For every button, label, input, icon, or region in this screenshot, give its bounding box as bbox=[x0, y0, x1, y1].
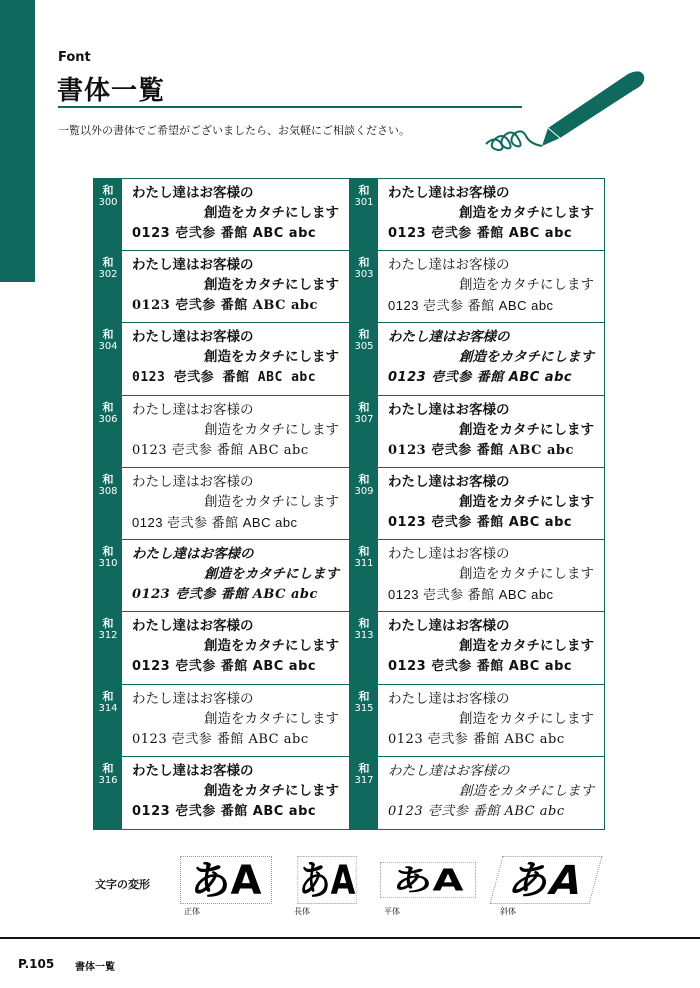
font-entry bbox=[349, 757, 604, 829]
variant-sample bbox=[290, 856, 364, 918]
font-entry bbox=[349, 396, 604, 468]
font-tag-type: 和 bbox=[102, 617, 114, 631]
sample-line-3: 0123 壱弐参 番館 ABC abc bbox=[388, 442, 574, 458]
font-number: 304 bbox=[98, 341, 118, 353]
font-tag-type: 和 bbox=[102, 256, 114, 270]
font-number: 308 bbox=[98, 485, 118, 497]
sample-line-3: 0123 壱弐参 番館 ABC abc bbox=[132, 370, 317, 386]
sample-line-2: 創造をカタチにします bbox=[459, 566, 594, 582]
fountain-pen-icon bbox=[478, 66, 648, 158]
font-tag-type: 和 bbox=[102, 545, 114, 559]
font-tag-type: 和 bbox=[102, 184, 114, 197]
variant-glyphs: あA bbox=[490, 856, 603, 904]
sample-line-3: 0123 壱弐参 番館 ABC abc bbox=[132, 803, 317, 819]
font-number: 309 bbox=[354, 485, 374, 497]
font-tag bbox=[94, 396, 122, 467]
font-tag bbox=[350, 468, 378, 539]
font-tag-type: 和 bbox=[358, 761, 370, 775]
sample-line-1: わたし達はお客様の bbox=[388, 329, 510, 346]
font-number: 311 bbox=[354, 558, 374, 570]
sample-line-2: 創造をカタチにします bbox=[204, 710, 339, 727]
font-tag bbox=[350, 396, 378, 467]
sample-line-2: 創造をカタチにします bbox=[204, 493, 339, 509]
page-subtitle: 一覧以外の書体でご希望がございましたら、お気軽にご相談ください。 bbox=[58, 124, 410, 137]
sample-line-2: 創造をカタチにします bbox=[204, 421, 339, 438]
sample-line-1: わたし達はお客様の bbox=[388, 546, 510, 562]
font-sample bbox=[122, 179, 349, 250]
font-tag bbox=[350, 323, 378, 394]
font-tag-type: 和 bbox=[102, 689, 114, 703]
font-tag bbox=[94, 323, 122, 394]
font-sample bbox=[122, 685, 349, 756]
font-sample bbox=[378, 540, 604, 611]
font-number: 313 bbox=[354, 630, 374, 642]
sample-line-3: 0123 壱弐参 番館 ABC abc bbox=[132, 442, 309, 458]
sample-line-1: わたし達はお客様の bbox=[132, 690, 254, 707]
sample-line-1: わたし達はお客様の bbox=[132, 473, 254, 489]
font-entry bbox=[94, 757, 349, 829]
font-sample bbox=[122, 468, 349, 539]
font-number: 305 bbox=[354, 341, 374, 353]
font-number: 310 bbox=[98, 558, 118, 570]
variant-caption: 長体 bbox=[294, 907, 310, 916]
font-tag bbox=[350, 251, 378, 322]
font-tag-type: 和 bbox=[358, 472, 370, 486]
font-number: 300 bbox=[98, 197, 118, 208]
font-number: 307 bbox=[354, 413, 374, 425]
sample-line-3: 0123 壱弐参 番館 ABC abc bbox=[132, 731, 309, 747]
sample-line-1: わたし達はお客様の bbox=[132, 329, 254, 346]
font-sample bbox=[378, 468, 604, 539]
font-entry bbox=[94, 612, 349, 684]
font-sample bbox=[122, 251, 349, 322]
font-sample bbox=[122, 757, 349, 829]
sample-line-3: 0123 壱弐参 番館 ABC abc bbox=[388, 803, 565, 819]
font-tag-type: 和 bbox=[358, 545, 370, 559]
side-accent-bar bbox=[0, 0, 35, 282]
font-entry bbox=[349, 685, 604, 757]
sample-line-3: 0123 壱弐参 番館 ABC abc bbox=[388, 370, 573, 386]
variant-glyphs: あA bbox=[180, 856, 272, 904]
sample-line-3: 0123 壱弐参 番館 ABC abc bbox=[132, 298, 318, 314]
sample-line-2: 創造をカタチにします bbox=[459, 421, 594, 438]
sample-line-2: 創造をカタチにします bbox=[204, 349, 339, 366]
sample-line-2: 創造をカタチにします bbox=[459, 638, 594, 655]
font-list bbox=[93, 178, 605, 830]
font-sample bbox=[378, 251, 604, 322]
sample-line-3: 0123 壱弐参 番館 ABC abc bbox=[132, 659, 317, 675]
sample-line-3: 0123 壱弐参 番館 ABC abc bbox=[388, 514, 573, 530]
font-tag bbox=[350, 540, 378, 611]
font-entry bbox=[349, 540, 604, 612]
font-tag-type: 和 bbox=[102, 761, 114, 775]
variants-label: 文字の変形 bbox=[95, 878, 150, 891]
font-sample bbox=[122, 323, 349, 394]
font-tag bbox=[94, 179, 122, 250]
font-tag-type: 和 bbox=[358, 256, 370, 270]
sample-line-2: 創造をカタチにします bbox=[459, 277, 594, 293]
font-number: 306 bbox=[98, 413, 118, 425]
font-sample bbox=[122, 396, 349, 467]
font-tag bbox=[350, 179, 378, 250]
sample-line-2: 創造をカタチにします bbox=[204, 782, 339, 799]
font-number: 314 bbox=[98, 702, 118, 714]
variant-glyphs: あA bbox=[380, 862, 476, 898]
sample-line-2: 創造をカタチにします bbox=[459, 205, 594, 221]
font-entry bbox=[94, 323, 349, 395]
footer-title: 書体一覧 bbox=[75, 962, 115, 973]
sample-line-3: 0123 壱弐参 番館 ABC abc bbox=[388, 298, 554, 314]
font-tag-type: 和 bbox=[358, 617, 370, 631]
font-sample bbox=[378, 396, 604, 467]
font-sample bbox=[378, 612, 604, 683]
font-entry bbox=[349, 179, 604, 251]
font-tag-type: 和 bbox=[358, 689, 370, 703]
footer-divider bbox=[0, 937, 700, 939]
variant-caption: 平体 bbox=[384, 907, 400, 916]
sample-line-1: わたし達はお客様の bbox=[132, 618, 254, 635]
variant-caption: 正体 bbox=[184, 907, 200, 916]
font-tag bbox=[94, 540, 122, 611]
sample-line-2: 創造をカタチにします bbox=[204, 277, 339, 294]
sample-line-1: わたし達はお客様の bbox=[388, 401, 510, 418]
sample-line-3: 0123 壱弐参 番館 ABC abc bbox=[132, 514, 298, 530]
variant-sample bbox=[380, 856, 476, 918]
font-number: 303 bbox=[354, 269, 374, 281]
font-number: 301 bbox=[354, 197, 374, 208]
variant-glyphs: あA bbox=[298, 858, 356, 904]
sample-line-3: 0123 壱弐参 番館 ABC abc bbox=[388, 587, 554, 603]
font-tag bbox=[94, 468, 122, 539]
font-number: 315 bbox=[354, 702, 374, 714]
font-entry bbox=[94, 685, 349, 757]
sample-line-1: わたし達はお客様の bbox=[388, 257, 510, 273]
title-divider bbox=[58, 106, 522, 108]
font-sample bbox=[122, 540, 349, 611]
font-sample bbox=[378, 757, 604, 829]
sample-line-1: わたし達はお客様の bbox=[388, 473, 510, 490]
sample-line-2: 創造をカタチにします bbox=[459, 782, 594, 799]
sample-line-2: 創造をカタチにします bbox=[459, 710, 594, 727]
font-entry bbox=[94, 251, 349, 323]
sample-line-1: わたし達はお客様の bbox=[132, 185, 254, 201]
sample-line-2: 創造をカタチにします bbox=[459, 493, 594, 510]
font-entry bbox=[349, 468, 604, 540]
page-title: 書体一覧 bbox=[57, 76, 166, 106]
font-sample bbox=[378, 179, 604, 250]
font-tag bbox=[350, 685, 378, 756]
font-tag-type: 和 bbox=[102, 472, 114, 486]
sample-line-3: 0123 壱弐参 番館 ABC abc bbox=[132, 226, 317, 241]
sample-line-2: 創造をカタチにします bbox=[459, 349, 594, 366]
sample-line-1: わたし達はお客様の bbox=[132, 257, 254, 274]
font-tag-type: 和 bbox=[102, 328, 114, 342]
font-entry bbox=[349, 612, 604, 684]
font-tag bbox=[94, 612, 122, 683]
sample-line-3: 0123 壱弐参 番館 ABC abc bbox=[388, 731, 565, 747]
font-tag-type: 和 bbox=[102, 400, 114, 414]
variant-sample bbox=[180, 856, 272, 918]
font-tag-type: 和 bbox=[358, 184, 370, 197]
font-tag bbox=[94, 251, 122, 322]
font-entry bbox=[94, 468, 349, 540]
page-number: P.105 bbox=[18, 957, 55, 971]
font-entry bbox=[94, 540, 349, 612]
variant-caption: 斜体 bbox=[500, 907, 516, 916]
font-tag bbox=[94, 757, 122, 829]
font-entry bbox=[94, 179, 349, 251]
sample-line-3: 0123 壱弐参 番館 ABC abc bbox=[132, 587, 318, 603]
font-entry bbox=[349, 323, 604, 395]
font-tag bbox=[350, 612, 378, 683]
section-label: Font bbox=[58, 50, 91, 65]
font-tag-type: 和 bbox=[358, 328, 370, 342]
sample-line-3: 0123 壱弐参 番館 ABC abc bbox=[388, 659, 573, 675]
font-tag bbox=[94, 685, 122, 756]
font-entry bbox=[94, 396, 349, 468]
font-sample bbox=[378, 685, 604, 756]
sample-line-1: わたし達はお客様の bbox=[132, 762, 254, 779]
sample-line-2: 創造をカタチにします bbox=[204, 566, 339, 583]
font-number: 312 bbox=[98, 630, 118, 642]
font-number: 316 bbox=[98, 774, 118, 786]
sample-line-1: わたし達はお客様の bbox=[388, 618, 510, 635]
sample-line-1: わたし達はお客様の bbox=[132, 546, 254, 563]
font-number: 302 bbox=[98, 269, 118, 281]
sample-line-2: 創造をカタチにします bbox=[204, 638, 339, 655]
sample-line-2: 創造をカタチにします bbox=[204, 205, 339, 221]
sample-line-3: 0123 壱弐参 番館 ABC abc bbox=[388, 226, 573, 241]
sample-line-1: わたし達はお客様の bbox=[388, 185, 510, 201]
sample-line-1: わたし達はお客様の bbox=[388, 762, 510, 779]
variant-sample bbox=[496, 856, 596, 918]
font-sample bbox=[122, 612, 349, 683]
font-tag-type: 和 bbox=[358, 400, 370, 414]
font-number: 317 bbox=[354, 774, 374, 786]
font-entry bbox=[349, 251, 604, 323]
font-tag bbox=[350, 757, 378, 829]
font-sample bbox=[378, 323, 604, 394]
sample-line-1: わたし達はお客様の bbox=[132, 401, 254, 418]
sample-line-1: わたし達はお客様の bbox=[388, 690, 510, 707]
